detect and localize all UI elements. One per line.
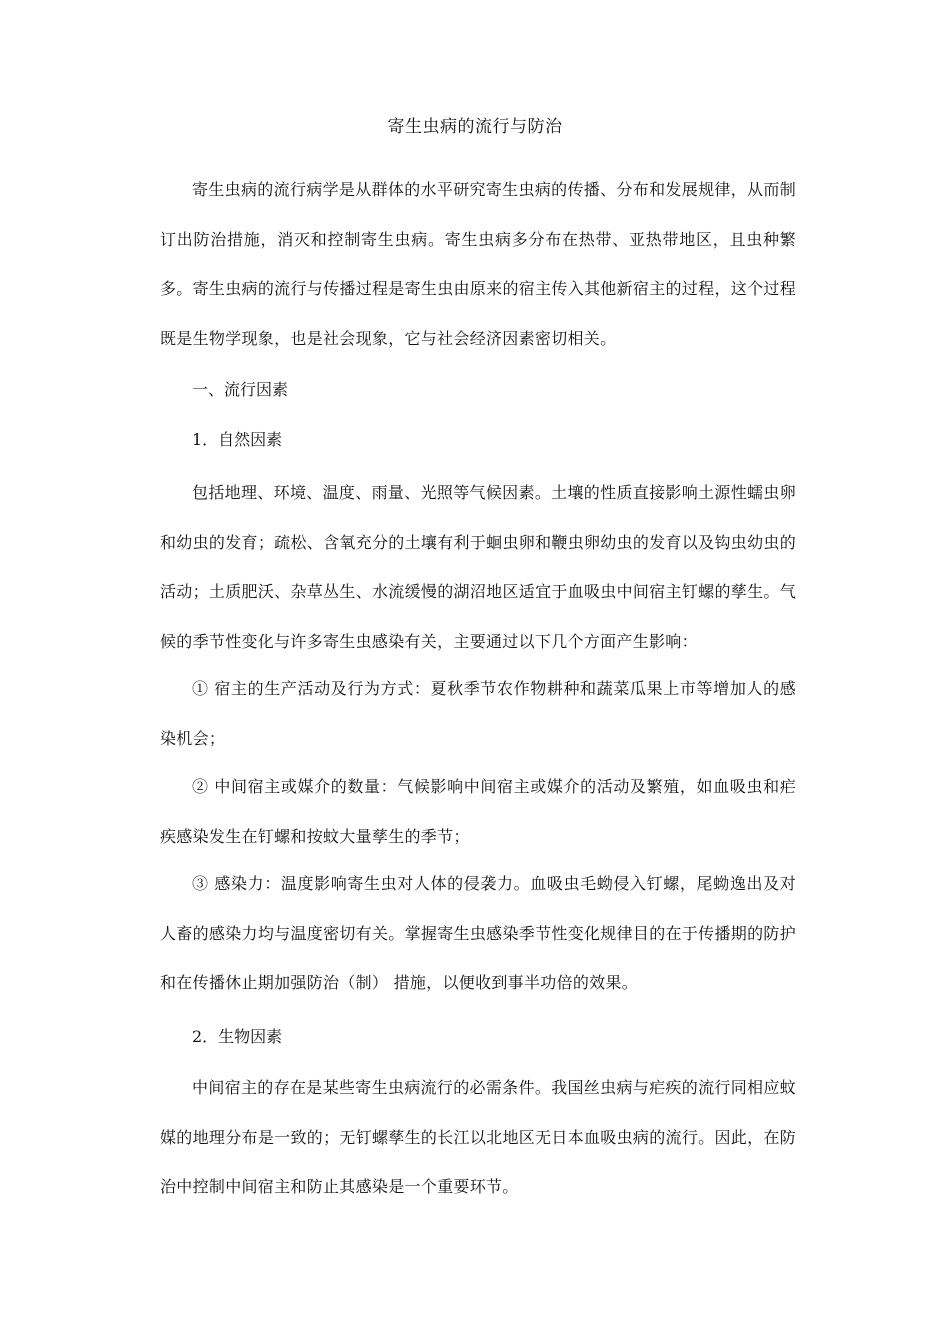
list-item-infectivity: ③ 感染力：温度影响寄生虫对人体的侵袭力。血吸虫毛蚴侵入钉螺，尾蚴逸出及对人畜的感染力均与温度密切有关。掌握寄生虫感染季节性变化规律目的在于传播期的防护和在传播休止期加强防治（制） 措施，以便收到事半功倍的效果。 [160, 874, 796, 993]
list-item-intermediate-host: ② 中间宿主或媒介的数量：气候影响中间宿主或媒介的活动及繁殖，如血吸虫和疟疾感染发生在钉螺和按蚊大量孳生的季节； [160, 777, 796, 846]
biological-factors-paragraph: 中间宿主的存在是某些寄生虫病流行的必需条件。我国丝虫病与疟疾的流行同相应蚊媒的地理分布是一致的；无钉螺孳生的长江以北地区无日本血吸虫病的流行。因此，在防治中控制中间宿主和防止其感染是一个重要环节。 [160, 1078, 796, 1197]
subsection-heading-biological-factors: 2．生物因素 [192, 1027, 283, 1046]
document-title: 寄生虫病的流行与防治 [387, 117, 563, 137]
intro-paragraph: 寄生虫病的流行病学是从群体的水平研究寄生虫病的传播、分布和发展规律，从而制订出防治措施，消灭和控制寄生虫病。寄生虫病多分布在热带、亚热带地区，且虫种繁多。寄生虫病的流行与传播过程是寄生虫由原来的宿主传入其他新宿主的过程，这个过程既是生物学现象，也是社会现象，它与社会经济因素密切相关。 [160, 180, 796, 348]
list-item-host-activity: ① 宿主的生产活动及行为方式：夏秋季节农作物耕种和蔬菜瓜果上市等增加人的感染机会； [160, 679, 796, 748]
natural-factors-paragraph: 包括地理、环境、温度、雨量、光照等气候因素。土壤的性质直接影响土源性蠕虫卵和幼虫的发育；疏松、含氧充分的土壤有利于蛔虫卵和鞭虫卵幼虫的发育以及钩虫幼虫的活动；土质肥沃、杂草丛生、水流缓慢的湖沼地区适宜于血吸虫中间宿主钉螺的孳生。气候的季节性变化与许多寄生虫感染有关，主要通过以下几个方面产生影响： [160, 483, 796, 651]
section-heading-epidemic-factors: 一、流行因素 [192, 380, 289, 399]
subsection-heading-natural-factors: 1．自然因素 [192, 430, 283, 449]
